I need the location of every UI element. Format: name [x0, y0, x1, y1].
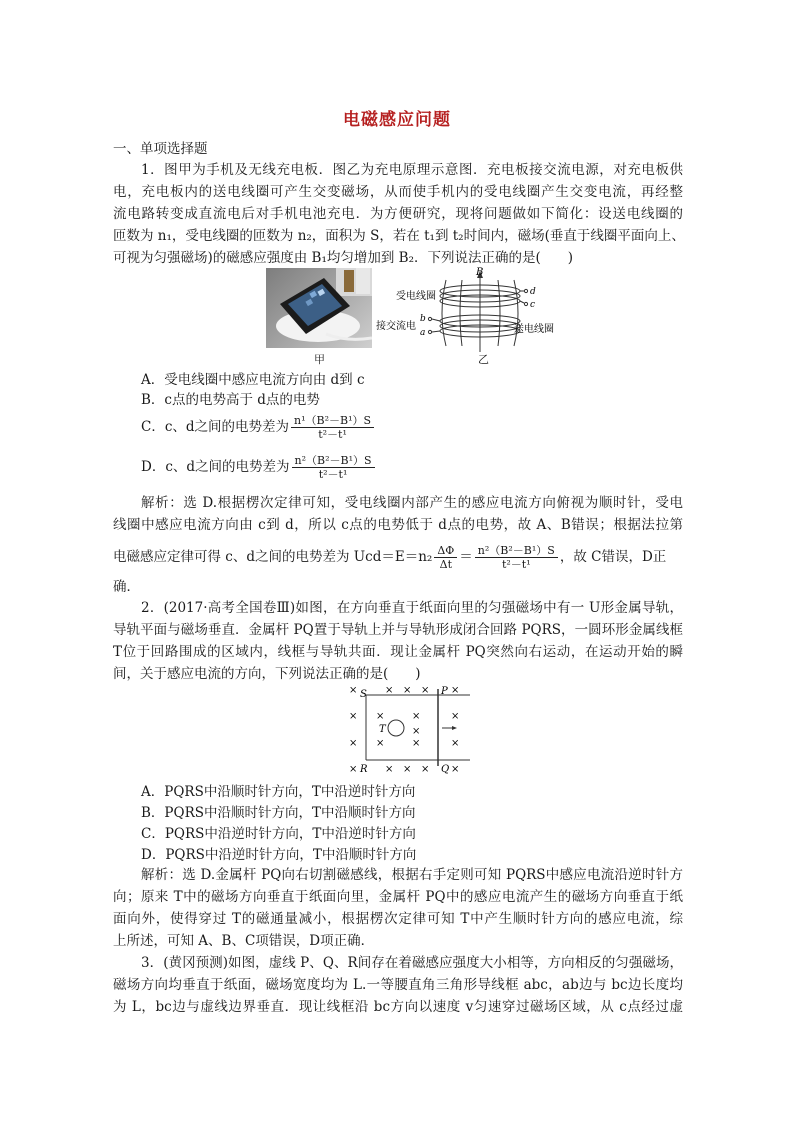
frac-den: t²－t¹ — [501, 558, 531, 571]
frac-num: n¹（B²－B¹）S — [291, 414, 374, 428]
solution-fraction-1 — [434, 544, 457, 571]
q1-option-b: B．c点的电势高于 d点的电势 — [141, 392, 320, 408]
solution-text: ，故 C错误，D正 — [559, 549, 667, 565]
fig-label-a: a — [420, 328, 426, 338]
q1-line: 匝数为 n₁，受电线圈的匝数为 n₂，面积为 S，若在 t₁到 t₂时间内，磁场(垂直于线圈平面向上、 — [113, 228, 685, 244]
frac-num: n²（B²－B¹）S — [475, 544, 558, 558]
q1-line: 可视为匀强磁场)的磁感应强度由 B₁均匀增加到 B₂．下列说法正确的是( ) — [113, 250, 574, 266]
section-heading: 一、单项选择题 — [113, 141, 208, 157]
q2-line: T位于回路围成的区域内，线框与导轨共面．现让金属杆 PQ突然向右运动，在运动开始的瞬 — [113, 644, 683, 660]
field-x: × — [451, 738, 460, 749]
figure-label-yi: 乙 — [478, 353, 489, 366]
q1-solution-line: 线圈中感应电流方向由 c到 d，所以 c点的电势低于 d点的电势，故 A、B错误；根据法拉第 — [113, 517, 683, 533]
fig-label-d: d — [530, 287, 536, 297]
field-x: × — [385, 685, 394, 696]
field-x: × — [451, 764, 460, 775]
q1-line: 流电路转变成直流电后对手机电池充电．为方便研究，现将问题做如下简化：设送电线圈的 — [113, 206, 683, 222]
field-x: × — [412, 726, 421, 737]
label-T: T — [379, 724, 386, 735]
q2-option-b: B．PQRS中沿顺时针方向，T中沿顺时针方向 — [141, 805, 416, 821]
frac-num: ΔΦ — [434, 544, 457, 558]
q2-solution-line: 面向外，使得穿过 T的磁通量减小，根据楞次定律可知 T中产生顺时针方向的感应电流，综 — [113, 911, 683, 927]
fig-label-B: B — [476, 267, 484, 278]
q2-solution-line: 上所述，可知 A、B、C项错误，D项正确． — [113, 933, 375, 949]
field-x: × — [349, 685, 358, 696]
q2-solution-line: 向；原来 T中的磁场方向垂直于纸面向里，金属杆 PQ中的感应电流产生的磁场方向垂直于纸 — [113, 889, 683, 905]
q1-line: 电，充电板内的送电线圈可产生交变磁场，从而使手机内的受电线圈产生交变电流，再经整 — [113, 184, 683, 200]
option-c-fraction — [291, 414, 374, 441]
rail-circuit-diagram — [342, 684, 472, 776]
field-x: × — [403, 764, 412, 775]
phone-charger-photo — [266, 268, 372, 348]
solution-text: 电磁感应定律可得 c、d之间的电势差为 Ucd＝E＝n₂ — [113, 549, 433, 565]
field-x: × — [421, 764, 430, 775]
option-c-text: C．c、d之间的电势差为 — [141, 419, 290, 435]
label-ac-source: 接交流电 — [376, 321, 416, 332]
q3-line: 磁场方向均垂直于纸面，磁场宽度均为 L.一等腰直角三角形导线框 abc，ab边与 bc边长度均 — [113, 977, 683, 993]
q2-option-d: D．PQRS中沿逆时针方向，T中沿顺时针方向 — [141, 847, 417, 863]
q2-line: 间，关于感应电流的方向，下列说法正确的是( ) — [113, 666, 421, 682]
q2-option-c: C．PQRS中沿逆时针方向，T中沿逆时针方向 — [141, 826, 416, 842]
field-x: × — [385, 764, 394, 775]
fig-label-b: b — [420, 314, 426, 324]
page-title: 电磁感应问题 — [343, 110, 451, 130]
q1-line: 1．图甲为手机及无线充电板．图乙为充电原理示意图．充电板接交流电源，对充电板供 — [141, 162, 683, 178]
field-x: × — [349, 764, 358, 775]
label-S: S — [360, 689, 367, 700]
option-d-fraction — [292, 454, 375, 481]
q2-line: 2．(2017·高考全国卷Ⅲ)如图，在方向垂直于纸面向里的匀强磁场中有一 U形金属导轨， — [141, 600, 683, 616]
label-P: P — [441, 686, 448, 697]
label-receive-coil: 受电线圈 — [396, 291, 436, 302]
q1-solution-line — [113, 544, 683, 571]
q1-option-c — [141, 414, 376, 441]
frac-num: n²（B²－B¹）S — [292, 454, 375, 468]
fig-label-c: c — [530, 300, 536, 310]
field-x: × — [376, 711, 385, 722]
label-send-coil: 送电线圈 — [514, 324, 554, 335]
coil-diagram — [372, 266, 562, 356]
q1-option-a: A．受电线圈中感应电流方向由 d到 c — [141, 372, 365, 388]
solution-fraction-2 — [475, 544, 558, 571]
field-x: × — [349, 738, 358, 749]
field-x: × — [376, 738, 385, 749]
q2-solution-line: 解析：选 D.金属杆 PQ向右切割磁感线，根据右手定则可知 PQRS中感应电流沿逆时针方 — [141, 867, 683, 883]
field-x: × — [412, 738, 421, 749]
solution-equals: ＝ — [459, 549, 473, 565]
q1-option-d — [141, 454, 377, 481]
field-x: × — [451, 685, 460, 696]
q1-solution-line: 确． — [113, 579, 140, 595]
q3-line: 为 L，bc边与虚线边界垂直．现让线框沿 bc方向以速度 v匀速穿过磁场区域，从 c点经过虚 — [113, 999, 683, 1015]
frac-den: Δt — [439, 558, 452, 571]
field-x: × — [412, 711, 421, 722]
field-x: × — [421, 685, 430, 696]
q2-line: 导轨平面与磁场垂直．金属杆 PQ置于导轨上并与导轨形成闭合回路 PQRS，一圆环形金属线框 — [113, 622, 683, 638]
field-x: × — [349, 711, 358, 722]
option-d-text: D．c、d之间的电势差为 — [141, 459, 290, 475]
frac-den: t²－t¹ — [318, 428, 347, 441]
label-R: R — [360, 764, 368, 775]
label-Q: Q — [441, 764, 450, 775]
field-x: × — [451, 711, 460, 722]
q3-line: 3．(黄冈预测)如图，虚线 P、Q、R间存在着磁感应强度大小相等，方向相反的匀强磁场， — [141, 955, 683, 971]
figure-label-jia: 甲 — [314, 353, 325, 366]
q2-option-a: A．PQRS中沿顺时针方向，T中沿逆时针方向 — [141, 784, 416, 800]
q1-solution-line: 解析：选 D.根据楞次定律可知，受电线圈内部产生的感应电流方向俯视为顺时针，受电 — [141, 495, 683, 511]
frac-den: t²－t¹ — [318, 468, 348, 481]
field-x: × — [403, 685, 412, 696]
